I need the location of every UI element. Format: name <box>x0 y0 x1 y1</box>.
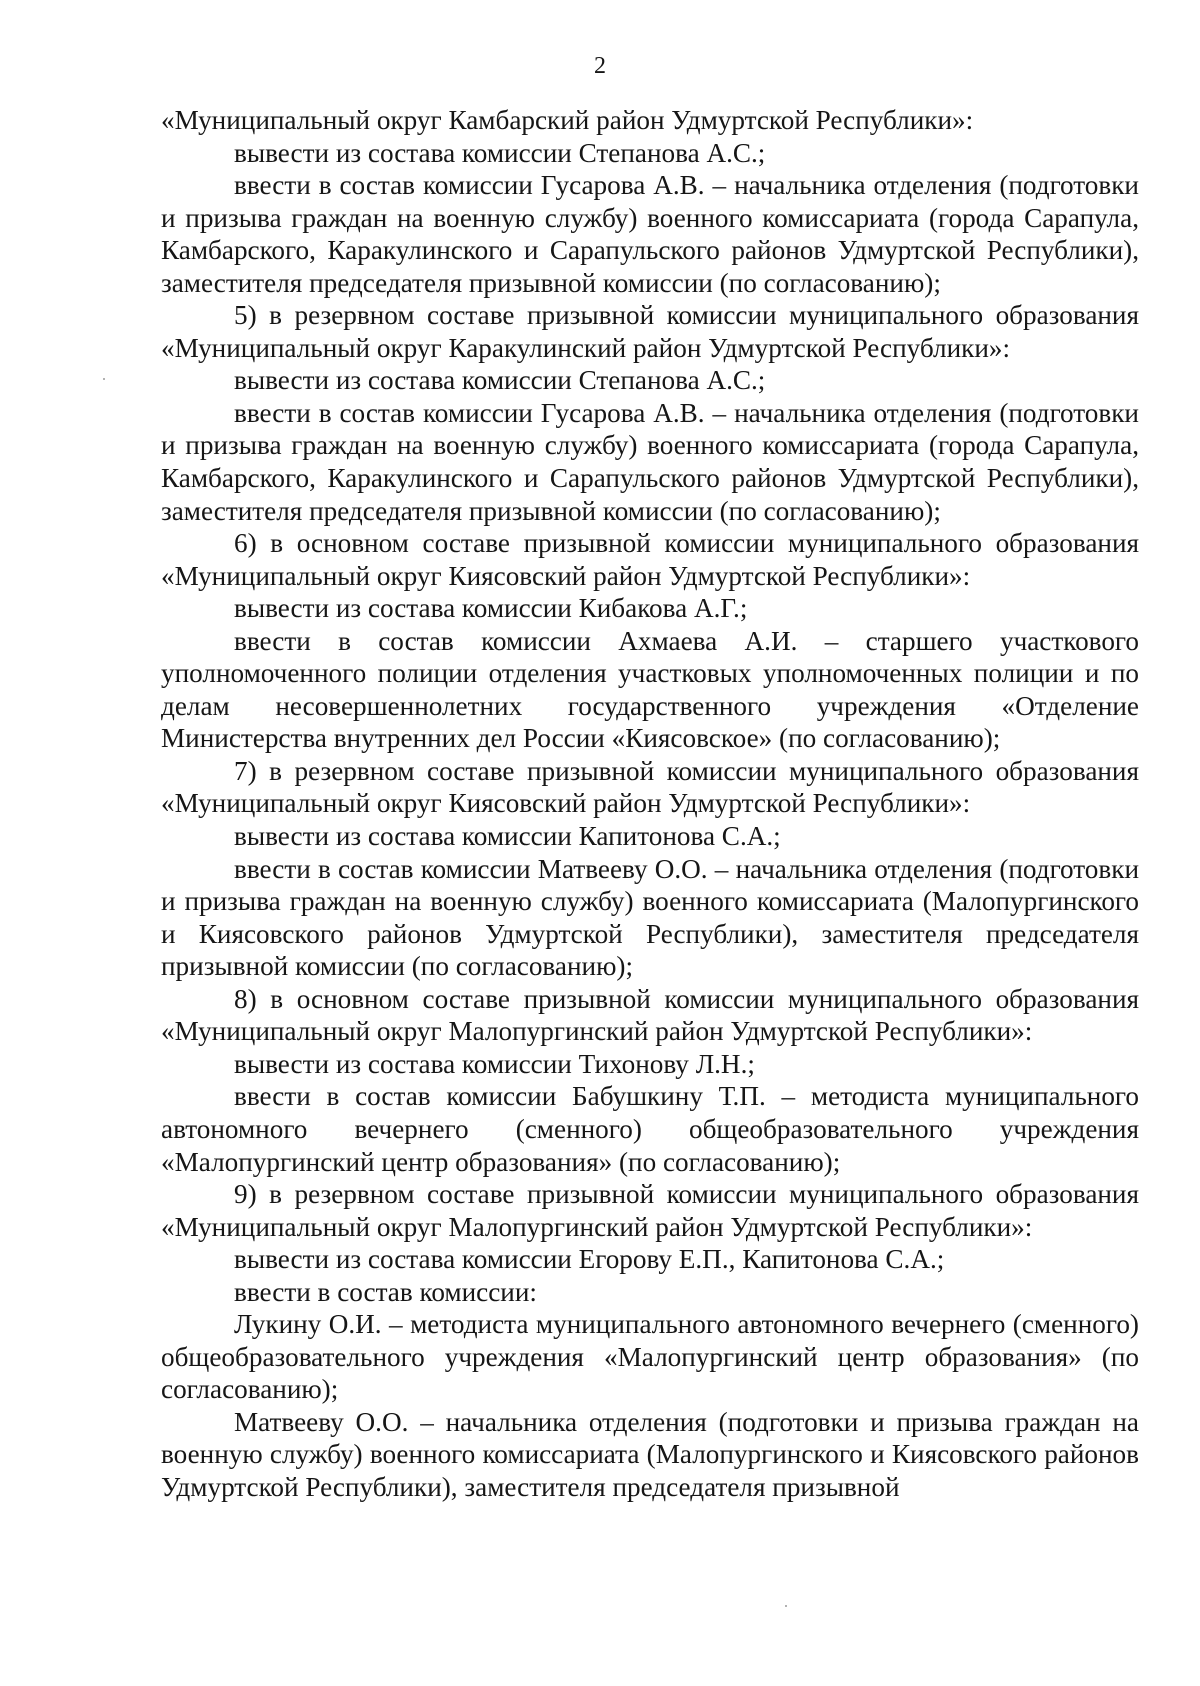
paragraph: 8) в основном составе призывной комиссии муниципального образования «Муниципальный округ Малопургинский район Удмуртской Республики»: <box>161 983 1139 1047</box>
paragraph: ввести в состав комиссии Гусарова А.В. – начальника отделения (подготовки и призыва граждан на военную службу) военного комиссариата (города Сарапула, Камбарского, Каракулинского и Сарапульского районов Удмуртской Республики), заместителя председателя призывной комиссии (по согласованию); <box>161 397 1139 526</box>
document-body <box>161 104 1139 1504</box>
paragraph: «Муниципальный округ Камбарский район Удмуртской Республики»: <box>161 105 974 135</box>
paragraph: ввести в состав комиссии Бабушкину Т.П. – методиста муниципального автономного вечернего (сменного) общеобразовательного учреждения «Малопургинский центр образования» (по согласованию); <box>161 1081 1139 1177</box>
paragraph: ввести в состав комиссии Гусарова А.В. – начальника отделения (подготовки и призыва граждан на военную службу) военного комиссариата (города Сарапула, Камбарского, Каракулинского и Сарапульского районов Удмуртской Республики), заместителя председателя призывной комиссии (по согласованию); <box>161 170 1139 298</box>
paragraph: вывести из состава комиссии Тихонову Л.Н.; <box>234 1048 755 1079</box>
paragraph: ввести в состав комиссии Матвееву О.О. – начальника отделения (подготовки и призыва граждан на военную службу) военного комиссариата (Малопургинского и Киясовского районов Удмуртской Республики), заместителя председателя призывной комиссии (по согласованию); <box>161 853 1139 982</box>
page-number: 2 <box>594 53 606 79</box>
paragraph: Матвееву О.О. – начальника отделения (подготовки и призыва граждан на военную службу) военного комиссариата (Малопургинского и Киясовского районов Удмуртской Республики), заместителя председателя призывной <box>161 1406 1139 1502</box>
paragraph: ввести в состав комиссии Ахмаева А.И. – старшего участкового уполномоченного полиции отделения участковых уполномоченных полиции и по делам несовершеннолетних государственного учреждения «Отделение Министерства внутренних дел России «Киясовское» (по согласованию); <box>161 625 1139 754</box>
paragraph: ввести в состав комиссии: <box>234 1276 537 1307</box>
scan-speck <box>785 1605 787 1607</box>
paragraph: 7) в резервном составе призывной комиссии муниципального образования «Муниципальный округ Киясовский район Удмуртской Республики»: <box>161 755 1139 819</box>
paragraph: 9) в резервном составе призывной комиссии муниципального образования «Муниципальный округ Малопургинский район Удмуртской Республики»: <box>161 1179 1139 1242</box>
paragraph: вывести из состава комиссии Кибакова А.Г.; <box>234 593 748 624</box>
paragraph: 6) в основном составе призывной комиссии муниципального образования «Муниципальный округ Киясовский район Удмуртской Республики»: <box>161 528 1139 591</box>
paragraph: 5) в резервном составе призывной комиссии муниципального образования «Муниципальный округ Каракулинский район Удмуртской Республики»: <box>161 300 1139 363</box>
paragraph: вывести из состава комиссии Степанова А.С.; <box>234 365 766 396</box>
paragraph: вывести из состава комиссии Егорову Е.П., Капитонова С.А.; <box>234 1244 945 1275</box>
paragraph: вывести из состава комиссии Капитонова С.А.; <box>234 821 781 852</box>
scan-speck <box>103 378 105 380</box>
paragraph: Лукину О.И. – методиста муниципального автономного вечернего (сменного) общеобразовательного учреждения «Малопургинский центр образования» (по согласованию); <box>161 1309 1139 1405</box>
paragraph: вывести из состава комиссии Степанова А.С.; <box>234 137 766 168</box>
